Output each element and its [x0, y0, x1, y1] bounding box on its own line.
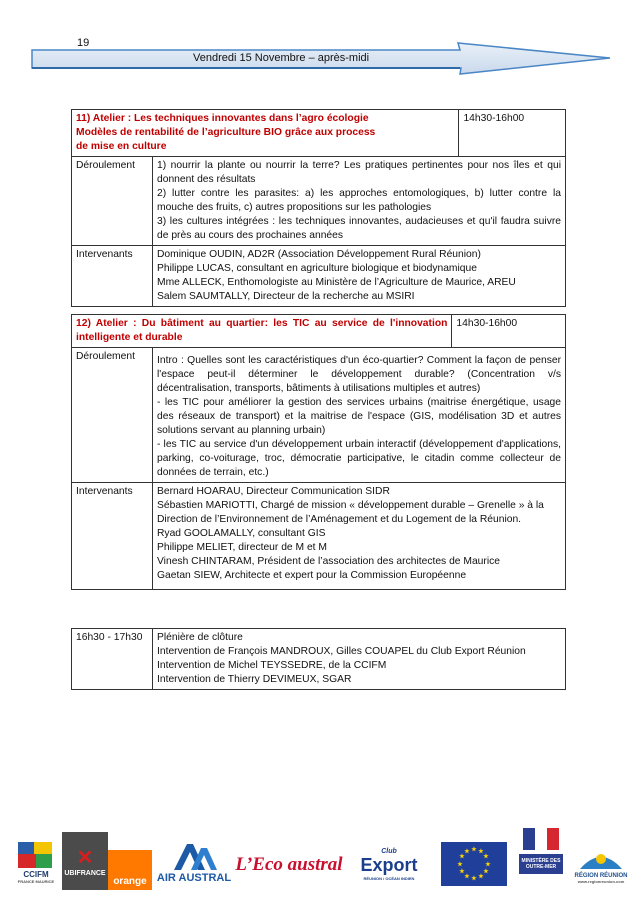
svg-text:★: ★ [483, 869, 489, 875]
club-export-sub: RÉUNION / OCÉAN INDIEN [363, 875, 415, 881]
atelier-11-time: 14h30-16h00 [459, 110, 566, 157]
intervenant: Vinesh CHINTARAM, Président de l’association des architectes de Maurice [157, 556, 500, 567]
region-label: RÉGION RÉUNION [574, 872, 628, 879]
deroulement-item: - les TIC au service d'un développement urbain interactif (développement d'applications, parking, co-voiturage, troc, démocratie participative, le citadin comme collecteur de données de terrain, etc.) [157, 439, 561, 478]
atelier-11-title-line: 11) Atelier : Les techniques innovantes dans l’agro écologie [76, 113, 369, 124]
intervenant: Dominique OUDIN, AD2R (Association Développement Rural Réunion) [157, 249, 481, 260]
svg-text:★: ★ [457, 862, 463, 868]
atelier-11-table [71, 109, 566, 307]
orange-label: orange [113, 876, 147, 887]
club-export-logo [346, 838, 432, 890]
ministere-label: MINISTÈRE DES OUTRE-MER [519, 854, 563, 874]
ubifrance-logo [62, 832, 108, 890]
closing-line: Intervention de François MANDROUX, Gilles COUAPEL du Club Export Réunion [157, 646, 526, 657]
eu-stars-icon [454, 844, 494, 884]
svg-text:★: ★ [459, 869, 465, 875]
sponsor-logos [0, 828, 638, 903]
eco-austral-logo [234, 848, 344, 882]
air-austral-emblem [169, 842, 219, 872]
eco-austral-label: L’Eco austral [235, 854, 343, 875]
closing-line: Intervention de Michel TEYSSEDRE, de la CCIFM [157, 660, 387, 671]
closing-line: Plénière de clôture [157, 632, 243, 643]
deroulement-item: 2) lutter contre les parasites: a) les approches entomologiques, b) lutter contre la mouche des fruits, c) autres propositions sur les pathologies [157, 188, 561, 213]
deroulement-item: - les TIC pour améliorer la gestion des services urbains (maitrise énergétique, usage des réseaux de transport) et la maitrise de l'espace (GIS, modélisation 3D et autres solutions servant au planning urbain) [157, 397, 561, 436]
closing-time: 16h30 - 17h30 [72, 629, 153, 690]
atelier-11-title-line: de mise en culture [76, 141, 167, 152]
svg-text:★: ★ [471, 876, 477, 882]
atelier-12-title: 12) Atelier : Du bâtiment au quartier: les TIC au service de l'innovation intelligente et durable [72, 315, 452, 348]
atelier-11-intervenants [153, 246, 566, 307]
day-banner-text: Vendredi 15 Novembre – après-midi [193, 52, 370, 64]
air-austral-logo [156, 838, 232, 888]
intervenant: Gaetan SIEW, Architecte et expert pour la Commission Européenne [157, 570, 467, 581]
intervenants-label: Intervenants [72, 246, 153, 307]
club-export-small: Club [381, 847, 397, 855]
closing-table [71, 628, 566, 690]
intervenants-label: Intervenants [72, 483, 153, 590]
ccifm-sub: FRANCE MAURICE [17, 879, 55, 884]
atelier-12-intervenants [153, 483, 566, 590]
atelier-12-time: 14h30-16h00 [452, 315, 566, 348]
intervenant: Ryad GOOLAMALLY, consultant GIS [157, 528, 326, 539]
svg-text:★: ★ [459, 854, 465, 860]
intervenant: Philippe MELIET, directeur de M et M [157, 542, 327, 553]
ccifm-logo [14, 836, 58, 888]
region-reunion-logo [570, 838, 632, 890]
region-url: www.regionreunion.com [577, 878, 625, 884]
deroulement-label: Déroulement [72, 157, 153, 246]
intervenant: Philippe LUCAS, consultant en agriculture biologique et biodynamique [157, 263, 477, 274]
deroulement-label: Déroulement [72, 348, 153, 483]
svg-text:★: ★ [471, 847, 477, 853]
region-emblem [576, 845, 626, 873]
atelier-12-table [71, 314, 566, 590]
svg-text:★: ★ [478, 874, 484, 880]
air-austral-label: AIR AUSTRAL [156, 872, 232, 884]
intervenant: Sébastien MARIOTTI, Chargé de mission « développement durable – Grenelle » à la Direction de l’Environnement de l’Aménagement et du Logement de la Réunion. [157, 500, 544, 525]
atelier-11-title [72, 110, 459, 157]
deroulement-item: 1) nourrir la plante ou nourrir la terre? Les pratiques pertinentes pour nos îles et qui donnent des résultats [157, 160, 561, 185]
ccifm-emblem [16, 840, 56, 870]
ccifm-label: CCIFM [23, 870, 49, 879]
intervenant: Salem SAUMTALLY, Directeur de la recherche au MSIRI [157, 291, 415, 302]
closing-content [153, 629, 566, 690]
closing-line: Intervention de Thierry DEVIMEUX, SGAR [157, 674, 352, 685]
club-export-label: Export [360, 854, 418, 875]
deroulement-item: 3) les cultures intégrées : les techniques innovantes, audacieuses et qu'il faudra suivre de près au cours des prochaines années [157, 216, 561, 241]
ubifrance-label: UBIFRANCE [64, 870, 106, 877]
svg-text:★: ★ [478, 849, 484, 855]
svg-text:★: ★ [483, 854, 489, 860]
intervenant: Mme ALLECK, Enthomologiste au Ministère de l’Agriculture de Maurice, AREU [157, 277, 516, 288]
marianne-icon [523, 828, 559, 850]
page-number: 19 [77, 37, 90, 49]
svg-text:★: ★ [485, 862, 491, 868]
atelier-11-deroulement [153, 157, 566, 246]
eu-flag-logo [441, 842, 507, 886]
ministere-logo [517, 828, 565, 898]
ubifrance-mark-icon: ✕ [76, 847, 94, 869]
deroulement-item: Intro : Quelles sont les caractéristiques d'un éco-quartier? Comment la façon de penser l'espace peut-il déterminer le développement durable? (Concentration v/s décentralisation, transports, bâtiments à utilisations multiples et autres) [157, 355, 561, 394]
intervenant: Bernard HOARAU, Directeur Communication SIDR [157, 486, 390, 497]
svg-text:★: ★ [464, 874, 470, 880]
atelier-12-deroulement [153, 348, 566, 483]
svg-text:★: ★ [464, 849, 470, 855]
atelier-11-title-line: Modèles de rentabilité de l’agriculture BIO grâce aux process [76, 127, 376, 138]
orange-logo [108, 850, 152, 890]
